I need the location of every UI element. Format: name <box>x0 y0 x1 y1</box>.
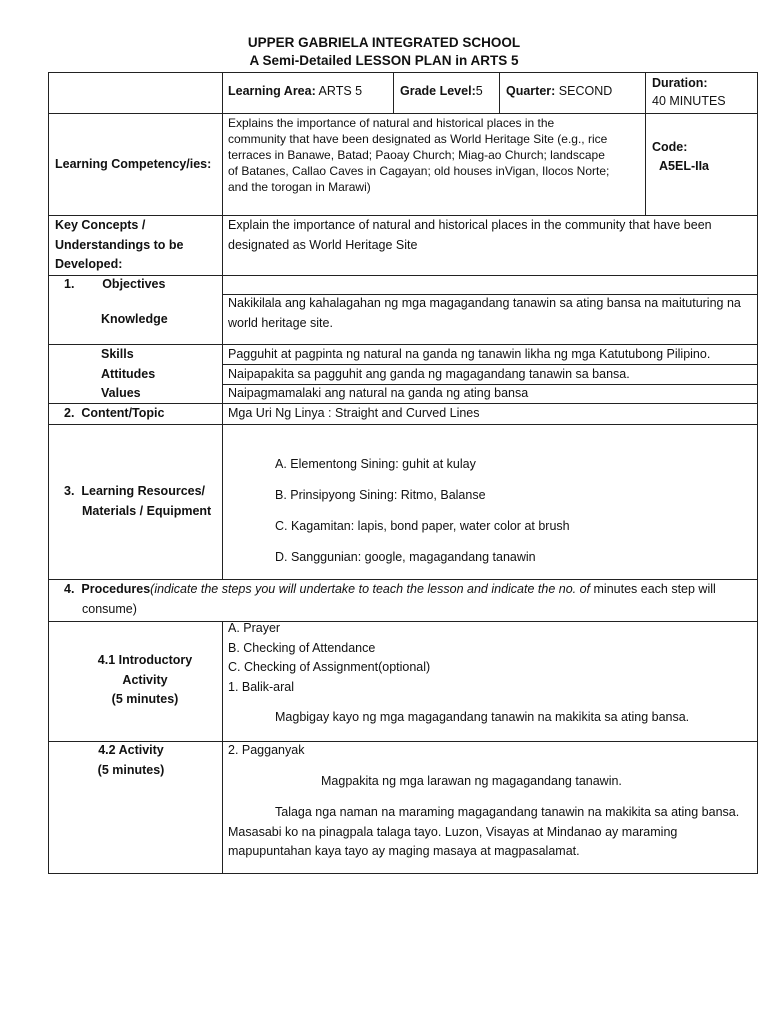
competency-text <box>228 115 609 195</box>
procedures-note-tail: minutes each step will <box>590 582 716 596</box>
knowledge-text <box>228 294 741 333</box>
intro-activity-label-line: 4.1 Introductory <box>97 653 193 667</box>
competency-line: of Batanes, Callao Caves in Cagayan; old houses inVigan, Ilocos Norte; <box>228 164 610 178</box>
activity-paragraph-line: mapupuntahan kaya tayo ay maging masaya at magpasalamat. <box>228 844 580 858</box>
school-name: UPPER GABRIELA INTEGRATED SCHOOL <box>247 35 521 50</box>
resources-label <box>64 482 211 521</box>
activity-label-line: (5 minutes) <box>97 762 165 777</box>
code-value: A5EL-IIa <box>659 159 710 173</box>
activity-label-line: 4.2 Activity <box>98 743 164 757</box>
content-topic-label: 2. Content/Topic <box>64 406 165 420</box>
table-border-top <box>48 72 758 73</box>
attitudes-label: Attitudes <box>101 367 156 381</box>
resource-item: A. Elementong Sining: guhit at kulay <box>275 457 476 471</box>
knowledge-line: Nakikilala ang kahalagahan ng mga magagandang tanawin sa ating bansa na maituturing na <box>228 296 741 310</box>
activity-line: Magpakita ng mga larawan ng magagandang tanawin. <box>321 774 622 788</box>
skills-text: Pagguhit at pagpinta ng natural na ganda ng tanawin likha ng mga Katutubong Pilipino. <box>228 347 711 361</box>
grade-level-label: Grade Level: <box>400 84 476 98</box>
row-divider <box>48 113 758 114</box>
table-border-bottom <box>48 873 758 874</box>
learning-area-value: ARTS 5 <box>315 84 363 98</box>
knowledge-line: world heritage site. <box>228 315 333 330</box>
procedures-note-line2: consume) <box>82 601 137 616</box>
intro-step: A. Prayer <box>228 621 281 635</box>
key-concepts-label-line: Understandings to be <box>55 237 184 252</box>
column-divider <box>393 72 394 113</box>
column-divider <box>222 72 223 579</box>
resources-label-line: Materials / Equipment <box>82 503 212 518</box>
content-topic-text: Mga Uri Ng Linya : Straight and Curved Lines <box>228 406 480 420</box>
code-label: Code: <box>652 140 688 154</box>
values-label: Values <box>101 386 141 400</box>
competency-label: Learning Competency/ies: <box>55 157 212 171</box>
competency-line: terraces in Banawe, Batad; Paoay Church; Miag-ao Church; landscape <box>228 148 605 162</box>
learning-area <box>228 82 362 102</box>
intro-activity-label-line: (5 minutes) <box>111 692 179 706</box>
lesson-plan-title: A Semi-Detailed LESSON PLAN in ARTS 5 <box>249 53 519 68</box>
attitudes-text: Naipapakita sa pagguhit ang ganda ng magagandang tanawin sa bansa. <box>228 367 630 381</box>
procedures-row <box>64 580 754 619</box>
learning-area-label: Learning Area: <box>228 84 316 98</box>
activity-label <box>48 741 214 780</box>
intro-steps <box>228 619 430 697</box>
competency-line: Explains the importance of natural and historical places in the <box>228 116 555 130</box>
key-concepts-label-line: Key Concepts / <box>55 218 146 232</box>
grade-level-value: 5 <box>475 84 483 98</box>
key-concepts-line: Explain the importance of natural and historical places in the community that have been <box>228 218 712 232</box>
duration-value: 40 MINUTES <box>652 94 726 108</box>
objectives-label: 1. Objectives <box>64 277 166 291</box>
skills-label: Skills <box>101 347 134 361</box>
intro-step: C. Checking of Assignment(optional) <box>228 660 431 674</box>
duration-label: Duration: <box>652 76 708 90</box>
activity-step: 2. Pagganyak <box>228 743 305 757</box>
key-concepts-label <box>55 216 183 275</box>
intro-activity-label <box>48 651 242 710</box>
activity-paragraph-line: Talaga nga naman na maraming magagandang tanawin na makikita sa ating bansa. <box>275 805 740 819</box>
key-concepts-label-line: Developed: <box>55 257 123 271</box>
intro-step: B. Checking of Attendance <box>228 640 376 655</box>
table-border-right <box>757 72 758 874</box>
values-text: Naipagmamalaki ang natural na ganda ng ating bansa <box>228 386 529 400</box>
resource-item: D. Sanggunian: google, magagandang tanawin <box>275 550 536 564</box>
column-divider <box>645 72 646 215</box>
intro-step: 1. Balik-aral <box>228 679 294 694</box>
competency-line: community that have been designated as World Heritage Site (e.g., rice <box>228 132 608 146</box>
key-concepts-text <box>228 216 712 255</box>
key-concepts-line: designated as World Heritage Site <box>228 237 418 252</box>
procedures-label: 4. Procedures <box>64 582 151 596</box>
row-divider <box>48 424 758 425</box>
intro-activity-label-line: Activity <box>122 672 168 687</box>
grade-level <box>400 82 483 102</box>
activity-paragraph-line: Masasabi ko na pinagpala talaga tayo. Luzon, Visayas at Mindanao ay maraming <box>228 824 678 839</box>
procedures-note: (indicate the steps you will undertake to teach the lesson and indicate the no. of <box>150 582 591 596</box>
quarter-label: Quarter: <box>506 84 556 98</box>
lesson-plan-table <box>48 72 758 874</box>
intro-instruction: Magbigay kayo ng mga magagandang tanawin na makikita sa ating bansa. <box>275 710 690 724</box>
resources-label-line: 3. Learning Resources/ <box>64 484 206 498</box>
competency-line: and the torogan in Marawi) <box>228 180 371 194</box>
resource-item: B. Prinsipyong Sining: Ritmo, Balanse <box>275 488 486 502</box>
resource-item: C. Kagamitan: lapis, bond paper, water color at brush <box>275 519 570 533</box>
quarter <box>506 82 612 102</box>
activity-paragraph <box>228 803 753 862</box>
knowledge-label: Knowledge <box>101 312 168 326</box>
quarter-value: SECOND <box>555 84 613 98</box>
column-divider <box>499 72 500 113</box>
